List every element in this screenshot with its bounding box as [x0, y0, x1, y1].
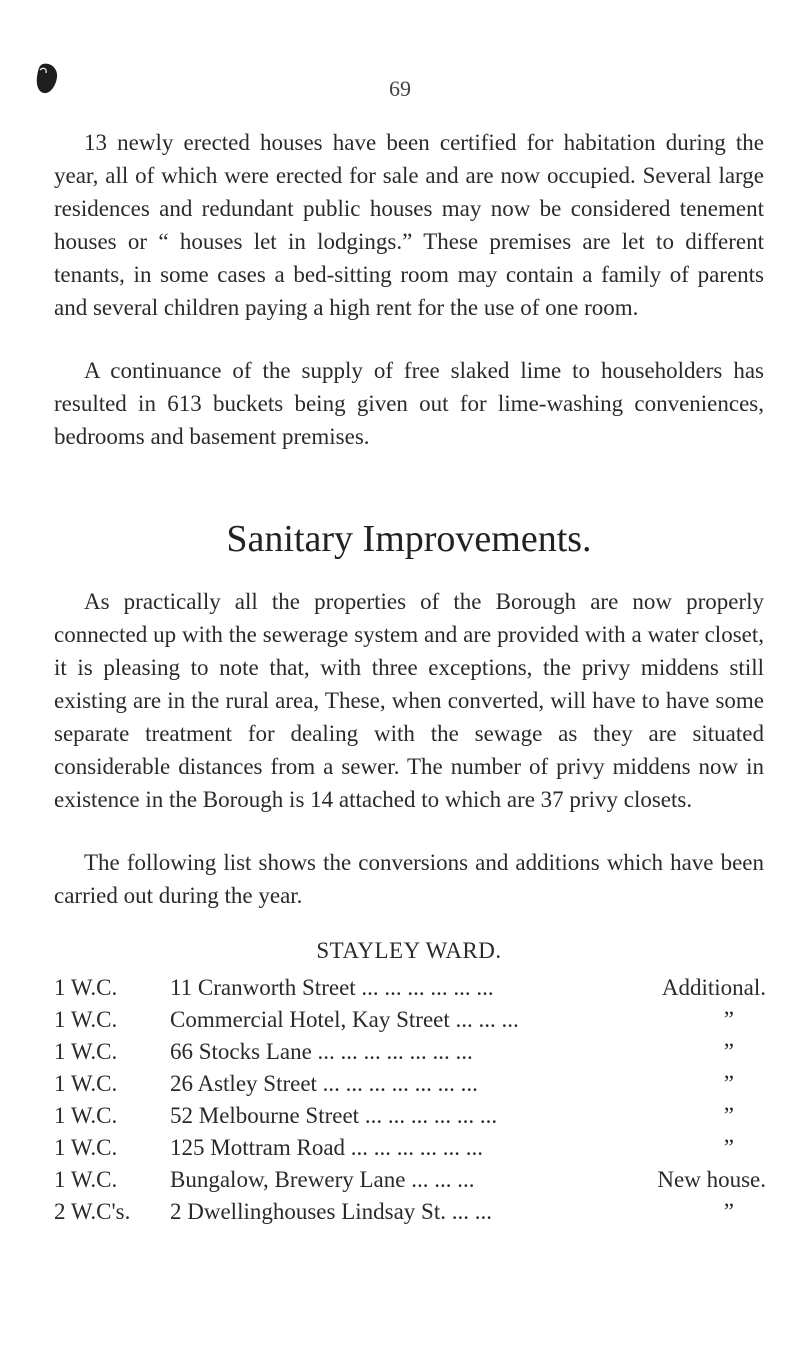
item-quantity: 1 W.C. — [54, 975, 118, 1000]
sanitary-text — [54, 585, 764, 816]
list-item — [54, 1036, 766, 1068]
item-location: 2 Dwellinghouses Lindsay St. ... ... — [170, 1199, 492, 1224]
list-item — [54, 1164, 766, 1196]
item-location: 125 Mottram Road ... ... ... ... ... ... — [170, 1135, 484, 1160]
item-status: ” — [723, 1039, 734, 1064]
list-item — [54, 1196, 766, 1228]
item-status: ” — [723, 1103, 734, 1128]
list-item — [54, 1100, 766, 1132]
lime-text — [54, 354, 764, 453]
list-item — [54, 1132, 766, 1164]
item-quantity: 2 W.C's. — [54, 1199, 131, 1224]
conversion-list — [54, 972, 766, 1228]
section-heading: Sanitary Improvements. — [226, 518, 592, 560]
item-quantity: 1 W.C. — [54, 1135, 118, 1160]
item-location: 52 Melbourne Street ... ... ... ... ... ... — [170, 1103, 498, 1128]
item-status: ” — [723, 1135, 734, 1160]
list-item — [54, 1004, 766, 1036]
item-quantity: 1 W.C. — [54, 1007, 118, 1032]
item-quantity: 1 W.C. — [54, 1071, 118, 1096]
item-status: New house. — [657, 1167, 766, 1192]
list-item — [54, 1068, 766, 1100]
paragraph-housing: 13 newly erected houses have been certified for habitation during the year, all of which were erected for sale and are now occupied. Several large residences and redundant public houses may now be considered tenement houses or “ houses let in lodgings.” These premises are let to different tenants, in some cases a bed-sitting room may contain a family of parents and several children paying a high rent for the use of one room. — [54, 130, 764, 320]
item-location: 11 Cranworth Street ... ... ... ... ... ... — [170, 975, 494, 1000]
item-status: ” — [723, 1071, 734, 1096]
list-intro-text — [54, 846, 764, 912]
item-status: ” — [723, 1199, 734, 1224]
paragraph-sanitary: As practically all the properties of the Borough are now properly connected up with the sewerage system and are provided with a water closet, it is pleasing to note that, with three exceptions, the privy middens still existing are in the rural area, These, when converted, will have to have some separate treatment for dealing with the sewage as they are situated considerable distances from a sewer. The number of privy middens now in existence in the Borough is 14 attached to which are 37 privy closets. — [54, 589, 764, 812]
item-location: 66 Stocks Lane ... ... ... ... ... ... ... — [170, 1039, 473, 1064]
item-status: ” — [723, 1007, 734, 1032]
item-quantity: 1 W.C. — [54, 1103, 118, 1128]
item-location: Commercial Hotel, Kay Street ... ... ... — [170, 1007, 519, 1032]
item-quantity: 1 W.C. — [54, 1167, 118, 1192]
item-location: Bungalow, Brewery Lane ... ... ... — [170, 1167, 475, 1192]
item-location: 26 Astley Street ... ... ... ... ... ... ... — [170, 1071, 478, 1096]
paragraph-lime: A continuance of the supply of free slaked lime to householders has resulted in 613 buckets being given out for lime-washing conveniences, bedrooms and basement premises. — [54, 358, 764, 449]
item-quantity: 1 W.C. — [54, 1039, 118, 1064]
intro-text — [54, 126, 764, 324]
paragraph-list-intro: The following list shows the conversions and additions which have been carried out during the year. — [54, 850, 764, 908]
ward-title: STAYLEY WARD. — [316, 938, 502, 963]
list-item — [54, 972, 766, 1004]
item-status: Additional. — [661, 975, 766, 1000]
page-number: 69 — [389, 76, 411, 101]
